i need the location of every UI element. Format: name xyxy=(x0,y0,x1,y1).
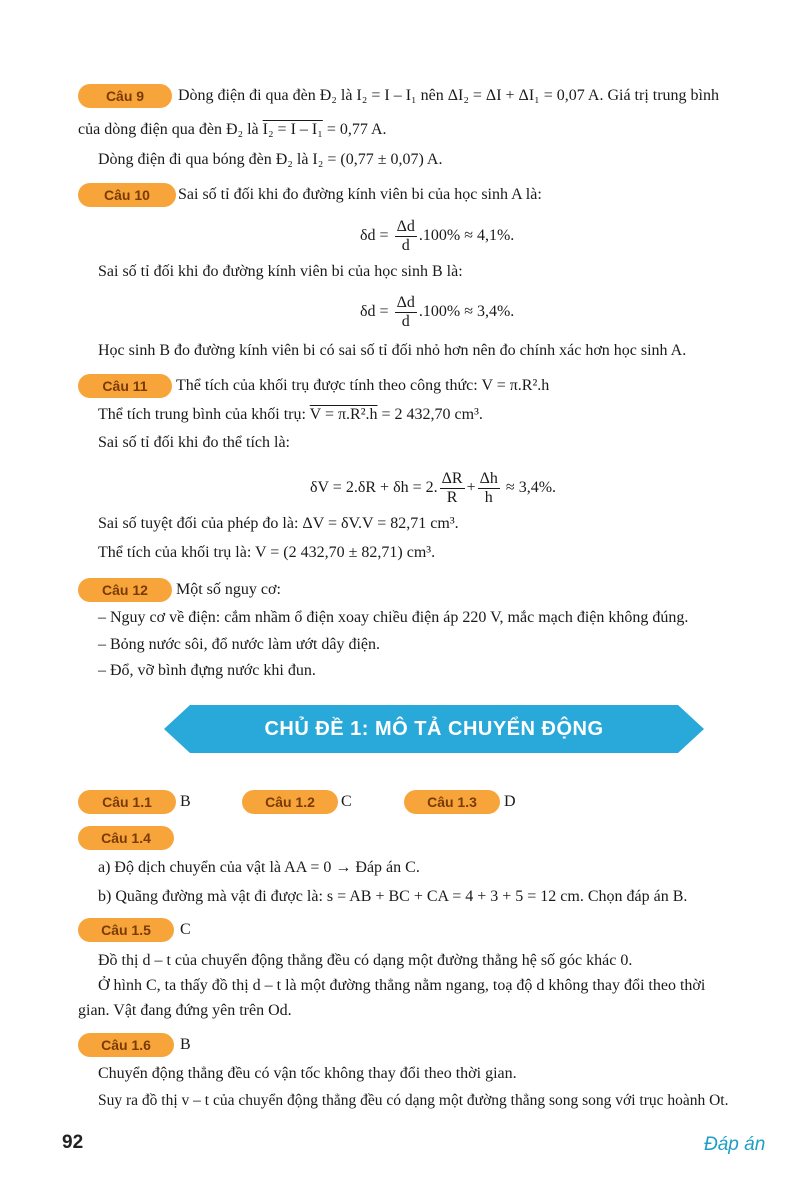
cau1-5-line-3: gian. Vật đang đứng yên trên Od. xyxy=(78,1002,292,1019)
cau12-line-3: – Bỏng nước sôi, đổ nước làm ướt dây điện. xyxy=(98,636,381,653)
cau12-line-1: Một số nguy cơ: xyxy=(176,581,281,598)
cau11-fraction-h-num: Δh xyxy=(479,470,498,487)
question-badge-1-5: Câu 1.5 xyxy=(78,918,174,942)
cau10-formula-b xyxy=(360,294,514,331)
cau10-fraction-a xyxy=(395,218,417,255)
cau12-line-4: – Đổ, vỡ bình đựng nước khi đun. xyxy=(98,662,316,679)
cau10-fraction-b-num: Δd xyxy=(396,294,415,311)
cau10-fraction-a-num: Δd xyxy=(396,218,415,235)
cau9-line-2-text: của dòng điện qua đèn Đ₂ là xyxy=(78,121,263,138)
question-badge-9: Câu 9 xyxy=(78,84,172,108)
answer-1-1: B xyxy=(180,793,191,810)
question-badge-10: Câu 10 xyxy=(78,183,176,207)
cau10-formula-a xyxy=(360,218,514,255)
topic-banner xyxy=(164,705,704,753)
cau10-fraction-b-den: d xyxy=(401,313,410,330)
cau1-5-line-2: Ở hình C, ta thấy đồ thị d – t là một đường thẳng nằm ngang, toạ độ d không thay đổi theo thời xyxy=(98,977,706,994)
cau11-line-3: Sai số tỉ đối khi đo thể tích là: xyxy=(98,434,290,451)
cau10-fraction-b xyxy=(395,294,417,331)
cau11-fraction-r-num: ΔR xyxy=(441,470,463,487)
cau9-line-1: Dòng điện đi qua đèn Đ₂ là I₂ = I – I₁ nên ΔI₂ = ΔI + ΔI₁ = 0,07 A. Giá trị trung bình xyxy=(178,87,719,104)
answer-1-6: B xyxy=(180,1036,191,1053)
cau11-fraction-h xyxy=(478,470,500,507)
question-badge-1-6: Câu 1.6 xyxy=(78,1033,174,1057)
cau1-4-line-a: a) Độ dịch chuyển của vật là AA = 0 → Đáp án C. xyxy=(98,859,420,876)
cau11-line-5: Thể tích của khối trụ là: V = (2 432,70 ± 82,71) cm³. xyxy=(98,544,436,561)
cau10-line-3: Học sinh B đo đường kính viên bi có sai số tỉ đối nhỏ hơn nên đo chính xác hơn học sinh A. xyxy=(98,342,687,359)
cau9-line-2 xyxy=(78,119,387,141)
cau10-line-2: Sai số tỉ đối khi đo đường kính viên bi của học sinh B là: xyxy=(98,263,463,280)
topic-banner-title: CHỦ ĐỀ 1: MÔ TẢ CHUYỂN ĐỘNG xyxy=(264,718,604,740)
cau11-formula xyxy=(310,470,556,507)
cau11-fraction-r xyxy=(440,470,465,507)
cau9-mean-current: I₂ = I – I₁ xyxy=(262,121,323,138)
cau11-line-4: Sai số tuyệt đối của phép đo là: ΔV = δV.V = 82,71 cm³. xyxy=(98,515,459,532)
cau11-formula-plus: + xyxy=(466,479,476,497)
cau10-line-1: Sai số tỉ đối khi đo đường kính viên bi của học sinh A là: xyxy=(178,186,542,203)
section-label: Đáp án xyxy=(704,1134,766,1155)
cau10-formula-a-right: .100% ≈ 4,1%. xyxy=(418,227,515,245)
cau12-line-2: – Nguy cơ về điện: cắm nhầm ổ điện xoay chiều điện áp 220 V, mắc mạch điện không đúng. xyxy=(98,609,689,626)
cau1-5-line-1: Đồ thị d – t của chuyển động thẳng đều có dạng một đường thẳng hệ số góc khác 0. xyxy=(98,952,633,969)
answer-1-5: C xyxy=(180,921,191,938)
cau10-fraction-a-den: d xyxy=(401,237,410,254)
answer-1-3: D xyxy=(504,793,516,810)
answer-1-2: C xyxy=(341,793,352,810)
cau11-line-2 xyxy=(98,404,483,426)
question-badge-1-4: Câu 1.4 xyxy=(78,826,174,850)
question-badge-1-3: Câu 1.3 xyxy=(404,790,500,814)
cau1-4-line-b: b) Quãng đường mà vật đi được là: s = AB + BC + CA = 4 + 3 + 5 = 12 cm. Chọn đáp án B. xyxy=(98,888,688,905)
cau11-formula-left: δV = 2.δR + δh = 2. xyxy=(310,479,438,497)
question-badge-1-2: Câu 1.2 xyxy=(242,790,338,814)
cau10-formula-b-left: δd = xyxy=(360,303,389,321)
cau11-line-2-value: = 2 432,70 cm³. xyxy=(377,406,483,423)
cau9-line-2-value: = 0,77 A. xyxy=(322,121,387,138)
cau11-line-2-text: Thể tích trung bình của khối trụ: xyxy=(98,406,310,423)
cau11-line-1: Thể tích của khối trụ được tính theo công thức: V = π.R².h xyxy=(176,377,550,394)
cau11-mean-volume: V = π.R².h xyxy=(309,406,378,423)
question-badge-12: Câu 12 xyxy=(78,578,172,602)
cau9-line-3: Dòng điện đi qua bóng đèn Đ₂ là I₂ = (0,77 ± 0,07) A. xyxy=(98,151,443,168)
cau10-formula-a-left: δd = xyxy=(360,227,389,245)
cau1-6-line-1: Chuyển động thẳng đều có vận tốc không thay đổi theo thời gian. xyxy=(98,1065,517,1082)
cau1-6-line-2: Suy ra đồ thị v – t của chuyển động thẳng đều có dạng một đường thẳng song song với trục hoành Ot. xyxy=(98,1092,729,1109)
cau11-fraction-h-den: h xyxy=(484,489,493,506)
cau10-formula-b-right: .100% ≈ 3,4%. xyxy=(418,303,515,321)
question-badge-11: Câu 11 xyxy=(78,374,172,398)
cau11-formula-right: ≈ 3,4%. xyxy=(505,479,557,497)
cau11-fraction-r-den: R xyxy=(446,489,458,506)
page-number: 92 xyxy=(62,1132,84,1153)
question-badge-1-1: Câu 1.1 xyxy=(78,790,176,814)
